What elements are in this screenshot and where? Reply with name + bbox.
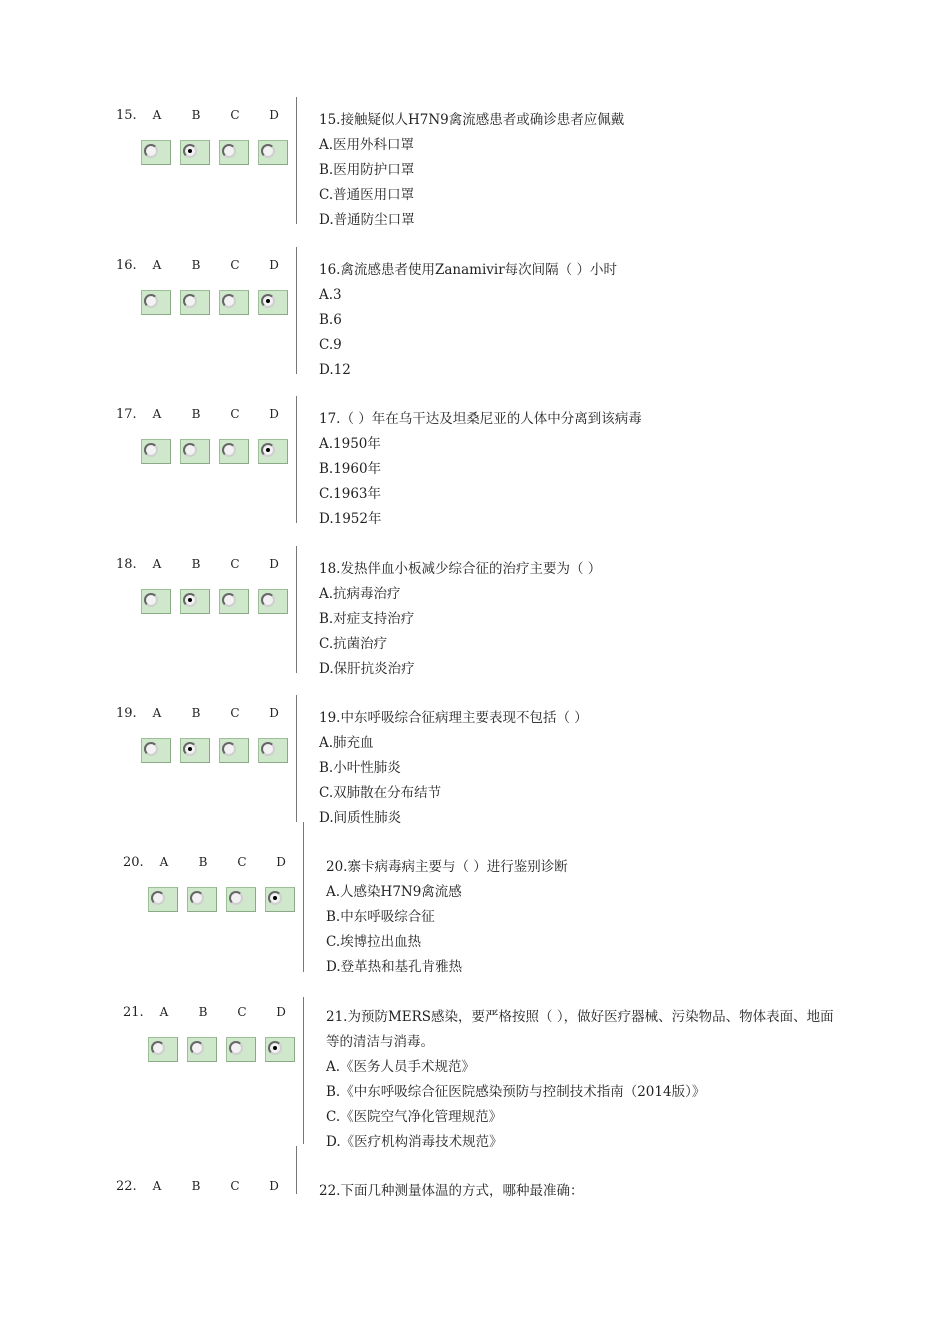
question-stem: 17.（ ）年在乌干达及坦桑尼亚的人体中分离到该病毒 <box>319 411 642 427</box>
option-letter-a: A <box>152 706 162 720</box>
answer-option-text: C.9 <box>319 337 342 353</box>
answer-radio-b[interactable] <box>180 140 210 165</box>
question-number: 17. <box>116 407 137 422</box>
answer-option-text: D.普通防尘口罩 <box>319 212 415 228</box>
answer-option-text: C.埃博拉出血热 <box>326 934 422 950</box>
question-number: 22. <box>116 1179 137 1194</box>
answer-radio-b[interactable] <box>187 887 217 912</box>
question-content <box>326 1005 846 1155</box>
question-stem: 19.中东呼吸综合征病理主要表现不包括（ ） <box>319 710 588 726</box>
option-letter-c: C <box>237 855 247 869</box>
answer-radio-d[interactable] <box>258 439 288 464</box>
answer-option-text: B.中东呼吸综合征 <box>326 909 435 925</box>
answer-radio-d[interactable] <box>258 140 288 165</box>
question-stem: 22.下面几种测量体温的方式，哪种最准确： <box>319 1183 584 1199</box>
option-letter-a: A <box>152 258 162 272</box>
answer-radio-d[interactable] <box>258 738 288 763</box>
radio-empty-icon <box>190 891 204 905</box>
column-divider <box>303 997 304 1144</box>
question-content <box>319 258 617 383</box>
column-divider <box>296 546 297 673</box>
radio-empty-icon <box>144 144 158 158</box>
option-letter-b: B <box>191 706 201 720</box>
radio-empty-icon <box>144 593 158 607</box>
answer-radio-b[interactable] <box>180 738 210 763</box>
answer-radio-c[interactable] <box>219 290 249 315</box>
radio-empty-icon <box>151 1041 165 1055</box>
answer-option-text: B.1960年 <box>319 461 382 477</box>
option-letter-c: C <box>230 258 240 272</box>
option-letter-a: A <box>152 108 162 122</box>
question-content <box>326 855 568 980</box>
option-letter-b: B <box>191 108 201 122</box>
answer-radio-a[interactable] <box>141 439 171 464</box>
option-letter-c: C <box>230 407 240 421</box>
column-divider <box>296 1146 297 1194</box>
column-divider <box>296 97 297 224</box>
answer-option-text: A.3 <box>319 287 342 303</box>
answer-radio-c[interactable] <box>219 439 249 464</box>
option-letter-d: D <box>276 855 286 869</box>
answer-radio-d[interactable] <box>258 290 288 315</box>
column-divider <box>296 695 297 822</box>
question-content <box>319 706 588 831</box>
answer-radio-b[interactable] <box>180 439 210 464</box>
answer-radio-a[interactable] <box>141 290 171 315</box>
option-letter-b: B <box>198 855 208 869</box>
radio-empty-icon <box>144 294 158 308</box>
answer-radio-a[interactable] <box>148 887 178 912</box>
radio-empty-icon <box>222 144 236 158</box>
radio-selected-icon <box>183 144 197 158</box>
answer-radio-d[interactable] <box>265 887 295 912</box>
question-content <box>319 557 601 682</box>
question-number: 19. <box>116 706 137 721</box>
column-divider <box>303 822 304 972</box>
answer-radio-c[interactable] <box>219 738 249 763</box>
answer-option-text: D.1952年 <box>319 511 382 527</box>
option-letter-d: D <box>276 1005 286 1019</box>
question-content <box>319 1179 583 1204</box>
answer-radio-c[interactable] <box>226 887 256 912</box>
answer-option-text: B.6 <box>319 312 342 328</box>
answer-option-text: D.登革热和基孔肯雅热 <box>326 959 463 975</box>
radio-empty-icon <box>222 593 236 607</box>
column-divider <box>296 247 297 374</box>
option-letter-c: C <box>237 1005 247 1019</box>
answer-radio-b[interactable] <box>187 1037 217 1062</box>
radio-selected-icon <box>183 742 197 756</box>
option-letter-c: C <box>230 108 240 122</box>
option-letter-d: D <box>269 706 279 720</box>
question-number: 21. <box>123 1005 144 1020</box>
question-number: 20. <box>123 855 144 870</box>
answer-option-text: B.医用防护口罩 <box>319 162 415 178</box>
answer-radio-a[interactable] <box>141 589 171 614</box>
answer-radio-c[interactable] <box>226 1037 256 1062</box>
question-number: 16. <box>116 258 137 273</box>
question-content <box>319 108 624 233</box>
answer-option-text: A.医用外科口罩 <box>319 137 415 153</box>
question-stem: 16.禽流感患者使用Zanamivir每次间隔（ ）小时 <box>319 262 617 278</box>
radio-selected-icon <box>268 1041 282 1055</box>
answer-option-text: D.间质性肺炎 <box>319 810 402 826</box>
column-divider <box>296 396 297 523</box>
answer-option-text: C.《医院空气净化管理规范》 <box>326 1109 503 1125</box>
answer-option-text: D.《医疗机构消毒技术规范》 <box>326 1134 503 1150</box>
option-letter-d: D <box>269 407 279 421</box>
radio-empty-icon <box>222 742 236 756</box>
radio-empty-icon <box>222 443 236 457</box>
answer-option-text: A.人感染H7N9禽流感 <box>326 884 462 900</box>
option-letter-a: A <box>159 1005 169 1019</box>
answer-option-text: C.抗菌治疗 <box>319 636 388 652</box>
option-letter-d: D <box>269 1179 279 1193</box>
answer-radio-c[interactable] <box>219 589 249 614</box>
answer-option-text: A.1950年 <box>319 436 381 452</box>
answer-radio-a[interactable] <box>148 1037 178 1062</box>
radio-empty-icon <box>183 443 197 457</box>
radio-empty-icon <box>261 742 275 756</box>
answer-option-text: C.普通医用口罩 <box>319 187 415 203</box>
radio-selected-icon <box>268 891 282 905</box>
option-letter-d: D <box>269 108 279 122</box>
option-letter-c: C <box>230 557 240 571</box>
answer-radio-c[interactable] <box>219 140 249 165</box>
option-letter-d: D <box>269 258 279 272</box>
option-letter-b: B <box>191 258 201 272</box>
answer-option-text: A.《医务人员手术规范》 <box>326 1059 476 1075</box>
radio-empty-icon <box>261 593 275 607</box>
answer-option-text: D.保肝抗炎治疗 <box>319 661 415 677</box>
radio-empty-icon <box>190 1041 204 1055</box>
question-stem: 21.为预防MERS感染，要严格按照（ ），做好医疗器械、污染物品、物体表面、地面等的清洁与消毒。 <box>326 1009 834 1050</box>
answer-option-text: D.12 <box>319 362 351 378</box>
option-letter-b: B <box>198 1005 208 1019</box>
answer-option-text: C.1963年 <box>319 486 381 502</box>
answer-option-text: C.双肺散在分布结节 <box>319 785 442 801</box>
radio-selected-icon <box>183 593 197 607</box>
radio-empty-icon <box>151 891 165 905</box>
question-content <box>319 407 642 532</box>
answer-radio-b[interactable] <box>180 589 210 614</box>
radio-selected-icon <box>261 294 275 308</box>
radio-empty-icon <box>222 294 236 308</box>
option-letter-a: A <box>152 407 162 421</box>
answer-option-text: B.对症支持治疗 <box>319 611 415 627</box>
answer-option-text: A.肺充血 <box>319 735 374 751</box>
question-stem: 15.接触疑似人H7N9禽流感患者或确诊患者应佩戴 <box>319 112 625 128</box>
question-stem: 20.寨卡病毒病主要与（ ）进行鉴别诊断 <box>326 859 568 875</box>
answer-radio-b[interactable] <box>180 290 210 315</box>
option-letter-a: A <box>159 855 169 869</box>
radio-empty-icon <box>183 294 197 308</box>
option-letter-b: B <box>191 407 201 421</box>
answer-radio-a[interactable] <box>141 738 171 763</box>
question-number: 15. <box>116 108 137 123</box>
option-letter-c: C <box>230 1179 240 1193</box>
answer-radio-d[interactable] <box>258 589 288 614</box>
question-number: 18. <box>116 557 137 572</box>
answer-option-text: B.《中东呼吸综合征医院感染预防与控制技术指南（2014版）》 <box>326 1084 706 1100</box>
radio-selected-icon <box>261 443 275 457</box>
option-letter-d: D <box>269 557 279 571</box>
radio-empty-icon <box>229 1041 243 1055</box>
radio-empty-icon <box>144 742 158 756</box>
question-stem: 18.发热伴血小板减少综合征的治疗主要为（ ） <box>319 561 602 577</box>
answer-radio-d[interactable] <box>265 1037 295 1062</box>
option-letter-c: C <box>230 706 240 720</box>
option-letter-a: A <box>152 557 162 571</box>
answer-option-text: A.抗病毒治疗 <box>319 586 401 602</box>
answer-option-text: B.小叶性肺炎 <box>319 760 401 776</box>
option-letter-a: A <box>152 1179 162 1193</box>
radio-empty-icon <box>144 443 158 457</box>
radio-empty-icon <box>261 144 275 158</box>
radio-empty-icon <box>229 891 243 905</box>
answer-radio-a[interactable] <box>141 140 171 165</box>
option-letter-b: B <box>191 1179 201 1193</box>
option-letter-b: B <box>191 557 201 571</box>
